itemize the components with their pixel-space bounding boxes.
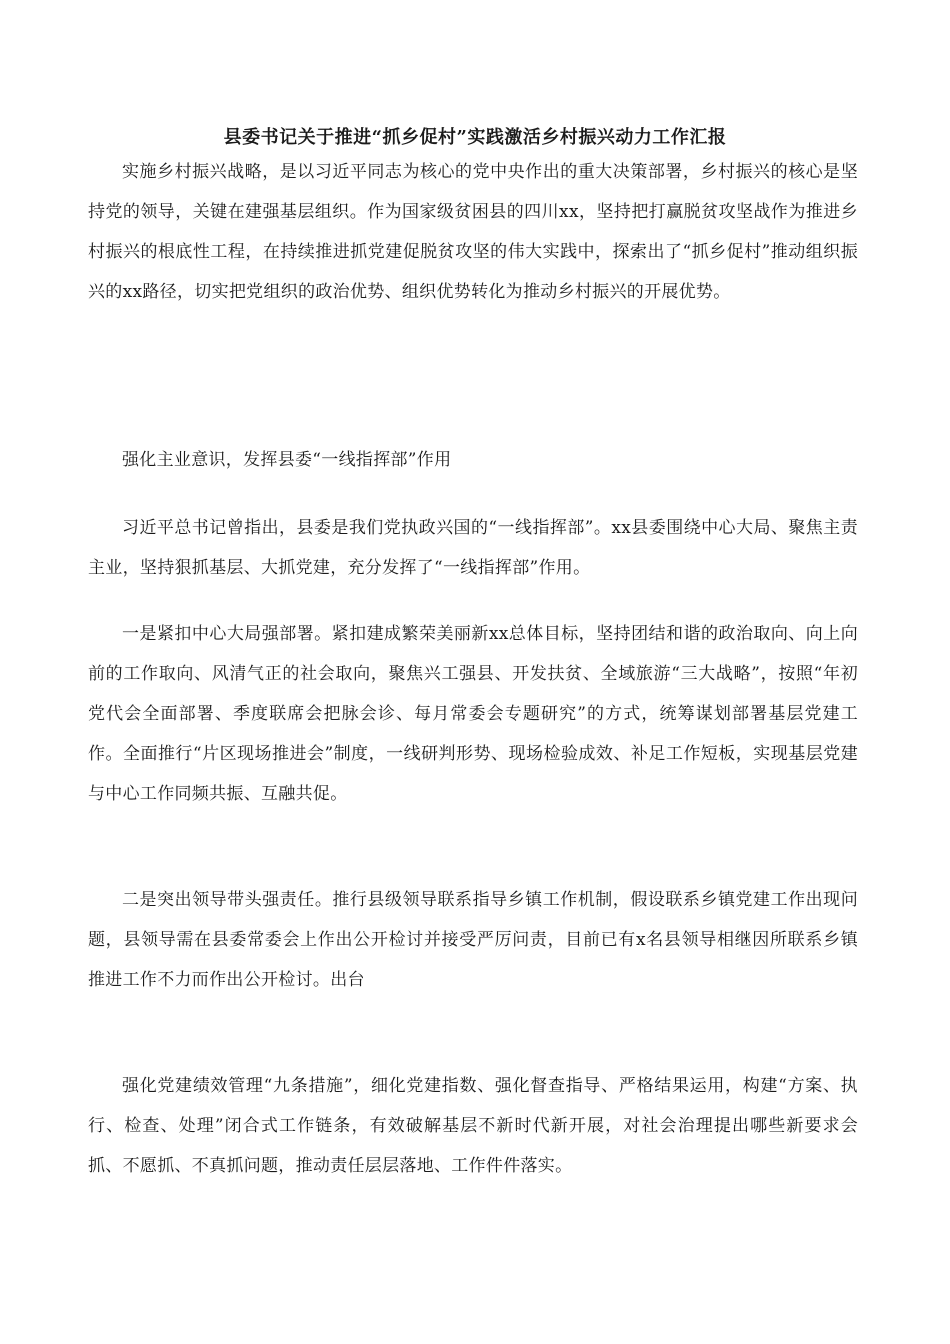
paragraph-point-two: 二是突出领导带头强责任。推行县级领导联系指导乡镇工作机制，假设联系乡镇党建工作出现问题，县领导需在县委常委会上作出公开检讨并接受严厉问责，目前已有x名县领导相继因所联系乡镇推进工作不力而作出公开检讨。出台 bbox=[88, 890, 858, 990]
paragraph-intro: 实施乡村振兴战略，是以习近平同志为核心的党中央作出的重大决策部署，乡村振兴的核心是坚持党的领导，关键在建强基层组织。作为国家级贫困县的四川xx，坚持把打赢脱贫攻坚战作为推进乡村振兴的根底性工程，在持续推进抓党建促脱贫攻坚的伟大实践中，探索出了“抓乡促村”推动组织振兴的xx路径，切实把党组织的政治优势、组织优势转化为推动乡村振兴的开展优势。 bbox=[88, 162, 858, 302]
paragraph-point-one: 一是紧扣中心大局强部署。紧扣建成繁荣美丽新xx总体目标，坚持团结和谐的政治取向、向上向前的工作取向、风清气正的社会取向，聚焦兴工强县、开发扶贫、全域旅游“三大战略”，按照“年初党代会全面部署、季度联席会把脉会诊、每月常委会专题研究”的方式，统筹谋划部署基层党建工作。全面推行“片区现场推进会”制度，一线研判形势、现场检验成效、补足工作短板，实现基层党建与中心工作同频共振、互融共促。 bbox=[88, 624, 858, 804]
paragraph-measures: 强化党建绩效管理“九条措施”，细化党建指数、强化督查指导、严格结果运用，构建“方案、执行、检查、处理”闭合式工作链条，有效破解基层不新时代新开展，对社会治理提出哪些新要求会抓、不愿抓、不真抓问题，推动责任层层落地、工作件件落实。 bbox=[88, 1076, 858, 1176]
paragraph-section-heading: 强化主业意识，发挥县委“一线指挥部”作用 bbox=[122, 450, 452, 470]
paragraph-quote: 习近平总书记曾指出，县委是我们党执政兴国的“一线指挥部”。xx县委围绕中心大局、聚焦主责主业，坚持狠抓基层、大抓党建，充分发挥了“一线指挥部”作用。 bbox=[88, 518, 858, 578]
document-title: 县委书记关于推进“抓乡促村”实践激活乡村振兴动力工作汇报 bbox=[223, 127, 727, 148]
